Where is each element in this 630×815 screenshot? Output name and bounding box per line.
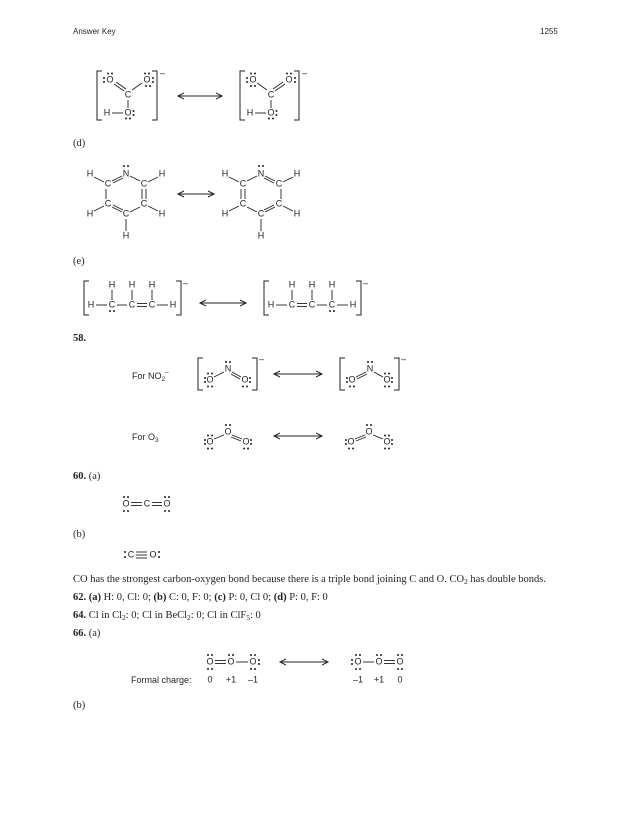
atom-n: N bbox=[224, 363, 232, 374]
atom-o: O bbox=[124, 107, 132, 118]
formal-charge-label: Formal charge: bbox=[131, 675, 192, 685]
atom-c: C bbox=[143, 498, 151, 509]
formal-charge-value: 0 bbox=[207, 674, 213, 685]
atom-o: O bbox=[206, 436, 214, 447]
formal-charge-value: +1 bbox=[373, 674, 385, 685]
atom-h: H bbox=[221, 168, 229, 179]
label-e: (e) bbox=[73, 256, 85, 267]
atom-h: H bbox=[87, 299, 95, 310]
atom-o: O bbox=[242, 436, 250, 447]
answer-text: : 0; Cl in BeCl bbox=[125, 610, 188, 621]
atom-h: H bbox=[103, 107, 111, 118]
atom-c: C bbox=[328, 299, 336, 310]
no2-structure-left bbox=[198, 354, 264, 390]
running-header: Answer Key bbox=[73, 27, 116, 36]
question-number: 64. bbox=[73, 610, 87, 621]
formate-structure-right bbox=[240, 68, 307, 120]
atom-c: C bbox=[257, 208, 265, 219]
part-label: (a) bbox=[88, 592, 101, 603]
charge-sign: – bbox=[363, 278, 369, 288]
atom-c: C bbox=[239, 178, 247, 189]
no2-structure-right bbox=[340, 354, 406, 390]
atom-o: O bbox=[106, 74, 114, 85]
formal-charge-value: –1 bbox=[247, 674, 259, 685]
atom-h: H bbox=[108, 279, 116, 290]
atom-o: O bbox=[143, 74, 151, 85]
atom-h: H bbox=[158, 168, 166, 179]
formate-structure-left bbox=[97, 68, 165, 120]
atom-o: O bbox=[206, 656, 214, 667]
pyridine-resonance bbox=[87, 165, 301, 240]
subscript: 5 bbox=[246, 613, 250, 622]
atom-o: O bbox=[249, 656, 257, 667]
atom-c: C bbox=[308, 299, 316, 310]
atom-c: C bbox=[267, 89, 275, 100]
atom-c: C bbox=[128, 299, 136, 310]
ozone-formal-charge bbox=[131, 654, 404, 685]
atom-h: H bbox=[267, 299, 275, 310]
atom-o: O bbox=[267, 107, 275, 118]
subscript: 2 bbox=[187, 613, 191, 622]
formal-charge-value: +1 bbox=[225, 674, 237, 685]
atom-o: O bbox=[122, 498, 130, 509]
atom-n: N bbox=[366, 363, 374, 374]
atom-o: O bbox=[347, 436, 355, 447]
ozone-resonance bbox=[132, 424, 393, 450]
co-lewis-structure bbox=[124, 549, 160, 559]
ozone-structure-left bbox=[204, 424, 252, 450]
charge-sign: – bbox=[302, 68, 308, 78]
atom-n: N bbox=[257, 168, 265, 179]
answer-text: Cl in Cl bbox=[86, 610, 123, 621]
label-66b: (b) bbox=[73, 700, 86, 711]
question-number: 66. bbox=[73, 628, 87, 639]
atom-o: O bbox=[365, 426, 373, 437]
formal-charge-value: –1 bbox=[352, 674, 364, 685]
atom-o: O bbox=[227, 656, 235, 667]
answer-text: P: 0, F: 0 bbox=[286, 592, 328, 603]
atom-c: C bbox=[275, 178, 283, 189]
allyl-structure-left bbox=[84, 278, 188, 315]
atom-h: H bbox=[221, 208, 229, 219]
atom-h: H bbox=[328, 279, 336, 290]
pyridine-structure-left bbox=[87, 165, 166, 240]
atom-c: C bbox=[122, 208, 130, 219]
atom-o: O bbox=[285, 74, 293, 85]
atom-c: C bbox=[124, 89, 132, 100]
co2-lewis-structure bbox=[122, 496, 170, 512]
statement-text: CO has the strongest carbon-oxygen bond because there is a triple bond joining C and O. CO bbox=[73, 574, 465, 585]
atom-c: C bbox=[104, 178, 112, 189]
charge-sign: – bbox=[183, 278, 189, 288]
answer-text: P: 0, Cl 0; bbox=[225, 592, 274, 603]
atom-o: O bbox=[383, 436, 391, 447]
o3-label: For $O_3$ bbox=[132, 432, 159, 444]
atom-h: H bbox=[293, 168, 301, 179]
part-label: (b) bbox=[153, 592, 167, 603]
allyl-structure-right bbox=[264, 278, 368, 315]
allyl-anion-resonance bbox=[84, 278, 368, 315]
statement-text: has double bonds. bbox=[467, 574, 546, 585]
atom-c: C bbox=[104, 198, 112, 209]
atom-o: O bbox=[249, 74, 257, 85]
formate-resonance bbox=[97, 68, 307, 120]
atom-h: H bbox=[257, 230, 265, 241]
atom-h: H bbox=[86, 168, 94, 179]
label-60b: (b) bbox=[73, 529, 86, 540]
question-number: 62. bbox=[73, 592, 87, 603]
atom-o: O bbox=[348, 374, 356, 385]
page-number: 1255 bbox=[540, 27, 558, 36]
atom-h: H bbox=[293, 208, 301, 219]
atom-o: O bbox=[149, 549, 157, 560]
atom-o: O bbox=[396, 656, 404, 667]
atom-o: O bbox=[206, 374, 214, 385]
atom-h: H bbox=[122, 230, 130, 241]
atom-c: C bbox=[275, 198, 283, 209]
charge-sign: – bbox=[259, 354, 265, 364]
atom-o: O bbox=[163, 498, 171, 509]
atom-c: C bbox=[127, 549, 135, 560]
atom-h: H bbox=[86, 208, 94, 219]
part-a: (a) bbox=[88, 471, 101, 482]
answer-text: : 0 bbox=[249, 610, 261, 621]
question-number: 58. bbox=[73, 333, 87, 344]
atom-h: H bbox=[169, 299, 177, 310]
no2-label: For $NO_2^-$ bbox=[132, 369, 169, 383]
ozone-fc-right bbox=[351, 654, 404, 670]
subscript: 2 bbox=[464, 577, 468, 586]
question-number: 60. bbox=[73, 471, 87, 482]
subscript: 2 bbox=[122, 613, 126, 622]
charge-sign: – bbox=[401, 354, 407, 364]
ozone-fc-left bbox=[206, 654, 260, 670]
part-a: (a) bbox=[88, 628, 101, 639]
atom-h: H bbox=[308, 279, 316, 290]
atom-h: H bbox=[349, 299, 357, 310]
atom-h: H bbox=[148, 279, 156, 290]
atom-c: C bbox=[288, 299, 296, 310]
atom-h: H bbox=[128, 279, 136, 290]
atom-c: C bbox=[108, 299, 116, 310]
atom-c: C bbox=[140, 198, 148, 209]
atom-o: O bbox=[354, 656, 362, 667]
atom-n: N bbox=[122, 168, 130, 179]
formal-charge-value: 0 bbox=[397, 674, 403, 685]
answer-text: H: 0, Cl: 0; bbox=[101, 592, 154, 603]
charge-sign: – bbox=[160, 68, 166, 78]
pyridine-structure-right bbox=[222, 165, 301, 240]
part-label: (d) bbox=[273, 592, 287, 603]
atom-o: O bbox=[241, 374, 249, 385]
atom-c: C bbox=[239, 198, 247, 209]
atom-h: H bbox=[246, 107, 254, 118]
part-label: (c) bbox=[214, 592, 226, 603]
atom-o: O bbox=[224, 426, 232, 437]
no2-resonance bbox=[132, 354, 406, 390]
atom-c: C bbox=[140, 178, 148, 189]
atom-o: O bbox=[383, 374, 391, 385]
atom-h: H bbox=[158, 208, 166, 219]
answer-text: : 0; Cl in ClF bbox=[190, 610, 247, 621]
atom-o: O bbox=[375, 656, 383, 667]
atom-c: C bbox=[148, 299, 156, 310]
atom-h: H bbox=[288, 279, 296, 290]
label-d: (d) bbox=[73, 138, 86, 149]
answer-text: C: 0, F: 0; bbox=[166, 592, 215, 603]
ozone-structure-right bbox=[345, 424, 393, 450]
